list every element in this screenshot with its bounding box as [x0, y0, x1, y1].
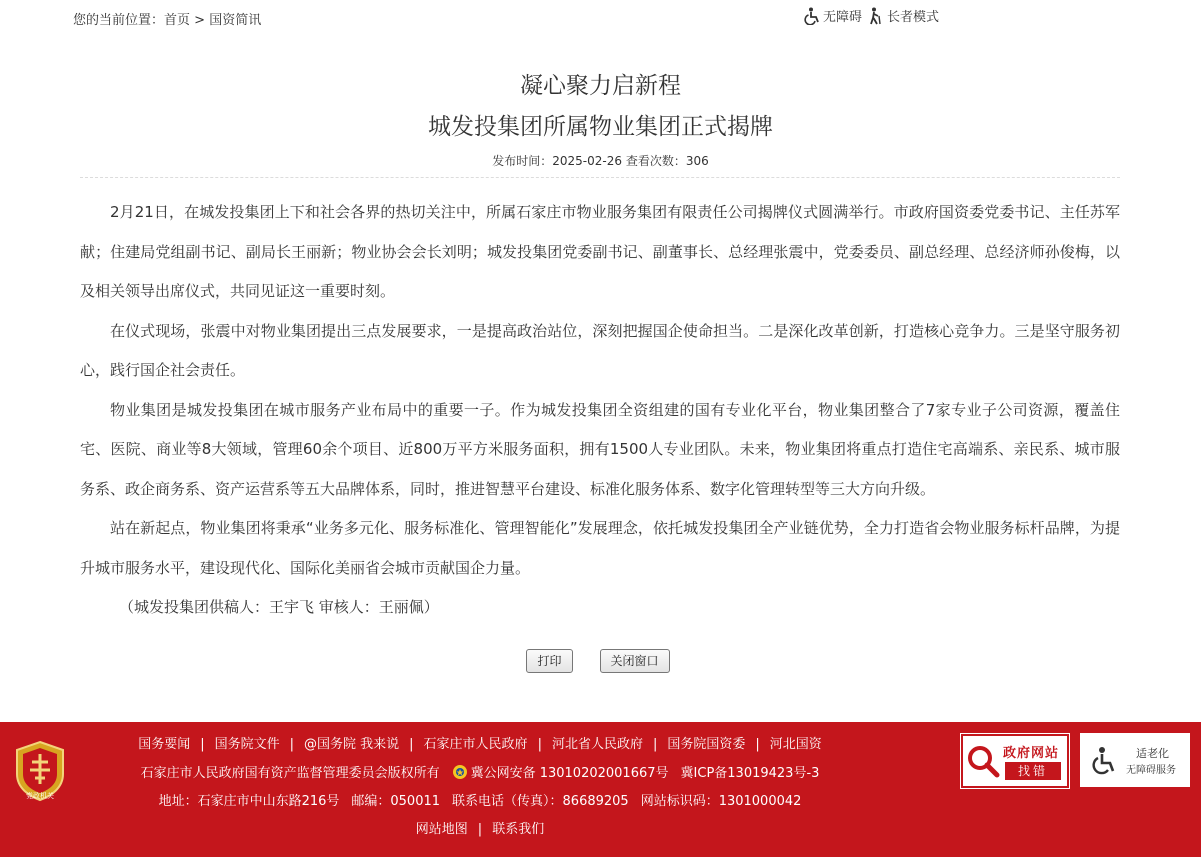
- footer-link-separator: |: [409, 737, 414, 752]
- article-credit: （城发投集团供稿人：王宇飞 审核人：王丽佩）: [119, 598, 439, 616]
- police-badge-icon: [452, 764, 468, 780]
- footer-link-hebei-gov[interactable]: 河北省人民政府: [551, 737, 643, 752]
- breadcrumb-home-link[interactable]: 首页: [164, 13, 191, 28]
- footer-link-separator: |: [537, 737, 542, 752]
- footer-contact-link[interactable]: 联系我们: [492, 822, 545, 837]
- aged-badge-line-1: 适老化: [1136, 747, 1169, 760]
- footer-link-separator: |: [652, 737, 658, 752]
- wheelchair-icon: [804, 7, 821, 25]
- accessible-mode-button[interactable]: [804, 6, 862, 25]
- footer-copyright: 石家庄市人民政府国有资产监督管理委员会版权所有: [140, 766, 440, 781]
- footer-site-id: 网站标识码：1301000042: [640, 794, 802, 809]
- emblem-label: 党政机关: [26, 792, 54, 800]
- footer-police-record-link[interactable]: 冀公网安备 13010202001667号: [470, 766, 669, 781]
- footer-link-separator: |: [755, 737, 760, 752]
- footer-link-separator: |: [200, 737, 205, 752]
- footer-link-separator: |: [477, 822, 483, 837]
- close-window-button[interactable]: 关闭窗口: [600, 649, 670, 673]
- article-paragraph: 物业集团是城发投集团在城市服务产业布局中的重要一子。作为城发投集团全资组建的国有专业化平台，物业集团整合了7家专业子公司资源，覆盖住宅、医院、商业等8大领域，管理60余个项目、近800万平方米服务面积，拥有1500人专业团队。未来，物业集团将重点打造住宅高端系、亲民系、城市服务系、政企商务系、资产运营系等五大品牌体系，同时，推进智慧平台建设、标准化服务体系、数字化管理转型等三大方向升级。: [80, 400, 1120, 498]
- action-buttons: [0, 649, 1201, 673]
- footer-contact-row: [0, 790, 960, 809]
- accessibility-icon: [1090, 746, 1120, 776]
- footer-link-separator: |: [289, 737, 295, 752]
- accessible-mode-label: 无障碍: [823, 10, 863, 25]
- gov-badge-button: 找错: [1005, 762, 1061, 780]
- footer-postcode: 邮编：050011: [351, 794, 441, 809]
- elder-icon: [868, 7, 885, 25]
- breadcrumb-separator: >: [194, 13, 206, 28]
- magnifier-icon: [965, 743, 1001, 779]
- article-meta: 发布时间：2025-02-26 查看次数：306: [492, 154, 709, 168]
- footer-link-guowu-yaowen[interactable]: 国务要闻: [138, 737, 191, 752]
- article-body: [80, 193, 1120, 628]
- breadcrumb-current-link[interactable]: 国资简讯: [209, 13, 262, 28]
- article-paragraph: 2月21日，在城发投集团上下和社会各界的热切关注中，所属石家庄市物业服务集团有限责任公司揭牌仪式圆满举行。市政府国资委党委书记、主任苏军献；住建局党组副书记、副局长王丽新；物业协会会长刘明；城发投集团党委副书记、副董事长、总经理张震中，党委委员、副总经理、总经济师孙俊梅，以及相关领导出席仪式，共同见证这一重要时刻。: [80, 203, 1120, 300]
- footer-phone: 联系电话（传真）：86689205: [452, 794, 629, 809]
- top-bar: [0, 0, 1201, 34]
- print-button[interactable]: 打印: [526, 649, 572, 673]
- accessibility-tools: [804, 6, 945, 25]
- footer-copyright-row: [0, 762, 960, 781]
- footer-link-sasac[interactable]: 国务院国资委: [667, 737, 746, 752]
- footer-links: [0, 733, 960, 752]
- article-paragraph: 站在新起点，物业集团将秉承“业务多元化、服务标准化、管理智能化”发展理念，依托城发投集团全产业链优势，全力打造省会物业服务标杆品牌，为提升城市服务水平，建设现代化、国际化美丽省会城市贡献国企力量。: [80, 519, 1120, 577]
- footer-link-hebei-sasac[interactable]: 河北国资: [769, 737, 822, 752]
- aged-accessible-service-badge[interactable]: [1080, 733, 1190, 787]
- article-title-line-1: 凝心聚力启新程: [520, 73, 681, 99]
- footer-link-state-council-docs[interactable]: 国务院文件: [214, 737, 280, 752]
- footer-address: 地址：石家庄市中山东路216号: [158, 794, 340, 809]
- gov-badge-title: 政府网站: [1003, 746, 1060, 761]
- footer-link-sjz-gov[interactable]: 石家庄市人民政府: [423, 737, 528, 752]
- footer: [0, 722, 1201, 857]
- article-title-line-2: 城发投集团所属物业集团正式揭牌: [428, 114, 773, 140]
- footer-nav-row: [0, 818, 960, 837]
- footer-link-state-council-feedback[interactable]: @国务院 我来说: [304, 737, 400, 752]
- elder-mode-label: 长者模式: [887, 10, 940, 25]
- divider: [80, 177, 1120, 178]
- article-paragraph: 在仪式现场，张震中对物业集团提出三点发展要求，一是提高政治站位，深刻把握国企使命担当。二是深化改革创新，打造核心竞争力。三是坚守服务初心，践行国企社会责任。: [80, 321, 1120, 379]
- footer-sitemap-link[interactable]: 网站地图: [415, 822, 468, 837]
- footer-icp-link[interactable]: 冀ICP备13019423号-3: [680, 766, 820, 781]
- breadcrumb: [73, 9, 261, 28]
- gov-site-error-report-badge[interactable]: [960, 733, 1070, 789]
- aged-badge-line-2: 无障碍服务: [1126, 765, 1176, 776]
- elder-mode-button[interactable]: [868, 6, 939, 25]
- breadcrumb-prefix: 您的当前位置：: [73, 13, 165, 28]
